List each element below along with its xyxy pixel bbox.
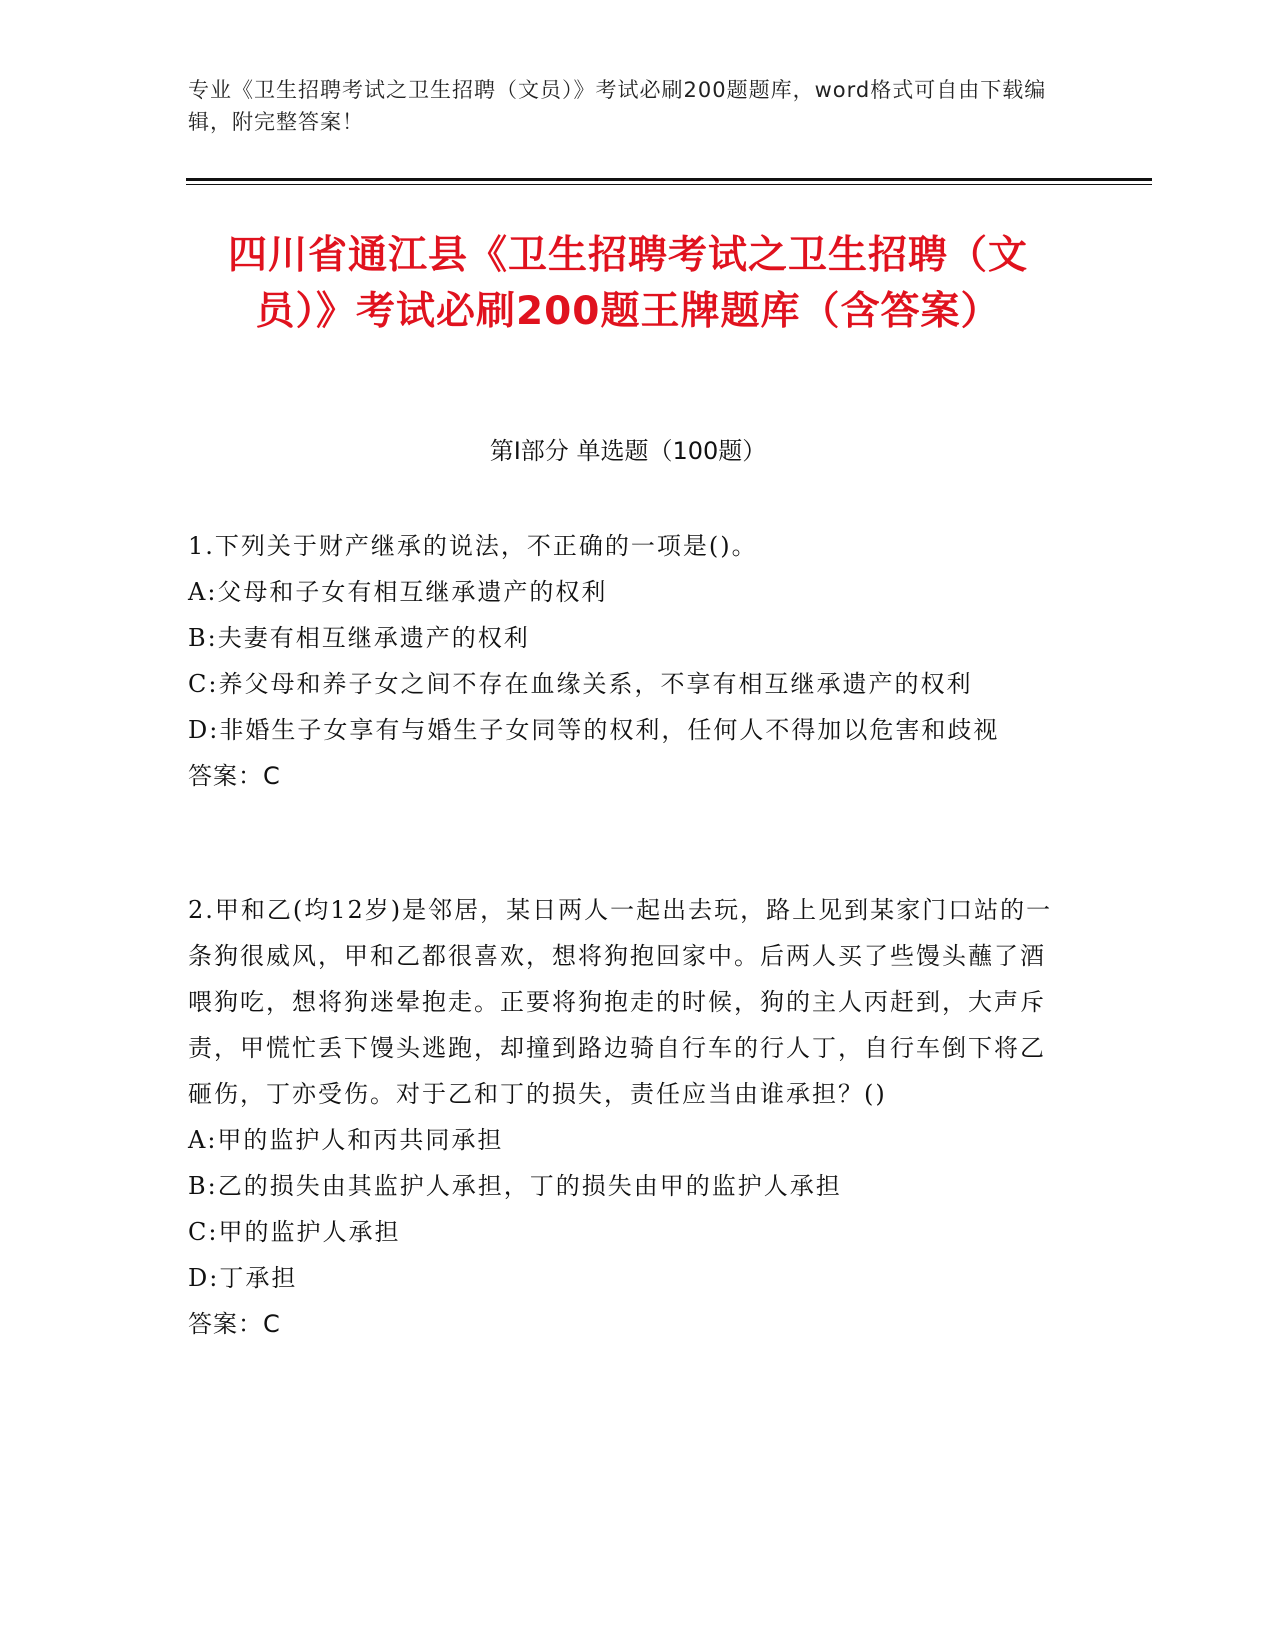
option-c: C:甲的监护人承担: [188, 1218, 401, 1246]
question-stem: 1.下列关于财产继承的说法，不正确的一项是()。: [188, 532, 758, 560]
option-a: A:甲的监护人和丙共同承担: [188, 1126, 504, 1154]
option-d: D:非婚生子女享有与婚生子女同等的权利，任何人不得加以危害和歧视: [188, 716, 1000, 744]
question-2: [188, 887, 1068, 1347]
option-d: D:丁承担: [188, 1264, 298, 1292]
question-1: [188, 523, 1068, 799]
option-b: B:夫妻有相互继承遗产的权利: [188, 624, 530, 652]
section-title: 第Ⅰ部分 单选题（100题）: [489, 437, 767, 465]
header-divider-thin: [186, 184, 1152, 185]
header-note: 专业《卫生招聘考试之卫生招聘（文员）》考试必刷200题题库，word格式可自由下载编辑，附完整答案！: [188, 78, 1047, 134]
option-a: A:父母和子女有相互继承遗产的权利: [188, 578, 608, 606]
option-b: B:乙的损失由其监护人承担，丁的损失由甲的监护人承担: [188, 1172, 842, 1200]
option-c: C:养父母和养子女之间不存在血缘关系，不享有相互继承遗产的权利: [188, 670, 973, 698]
question-stem: 2.甲和乙(均12岁)是邻居，某日两人一起出去玩，路上见到某家门口站的一条狗很威风，甲和乙都很喜欢，想将狗抱回家中。后两人买了些馒头蘸了酒喂狗吃，想将狗迷晕抱走。正要将狗抱走的时候，狗的主人丙赶到，大声斥责，甲慌忙丢下馒头逃跑，却撞到路边骑自行车的行人丁，自行车倒下将乙砸伤，丁亦受伤。对于乙和丁的损失，责任应当由谁承担？(): [188, 896, 1053, 1108]
document-title: 四川省通江县《卫生招聘考试之卫生招聘（文员）》考试必刷200题王牌题库（含答案）: [227, 233, 1028, 334]
answer: 答案：C: [188, 1310, 281, 1338]
answer: 答案：C: [188, 762, 281, 790]
header-divider: [186, 178, 1152, 181]
